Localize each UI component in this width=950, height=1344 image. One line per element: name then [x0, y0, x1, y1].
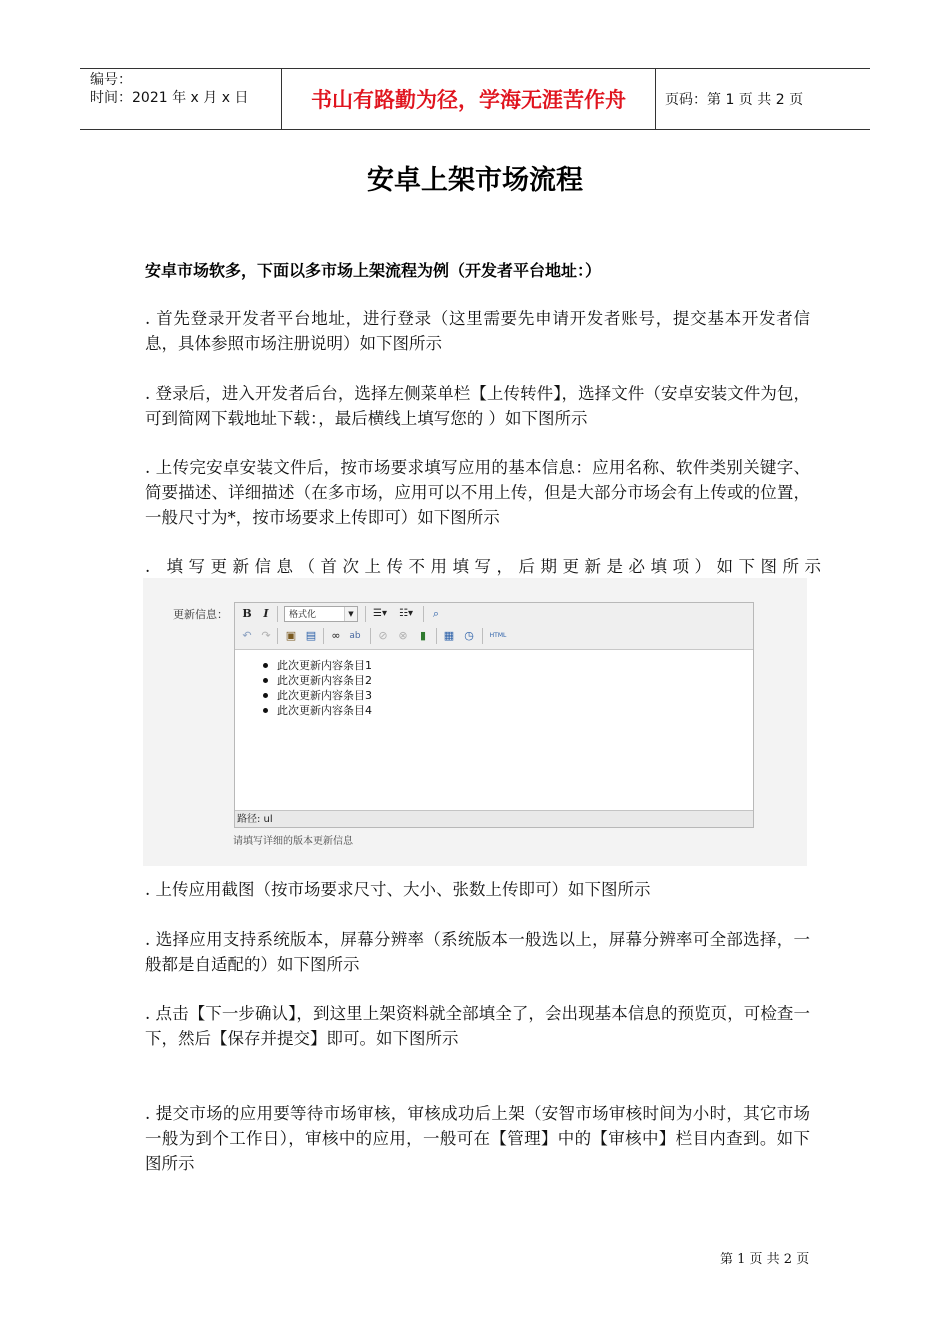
update-info-screenshot: [143, 578, 807, 866]
toolbar-separator: [436, 628, 437, 644]
editor-content[interactable]: [235, 650, 753, 808]
bullet-icon: [263, 678, 268, 683]
format-select-value: 格式化: [289, 610, 317, 620]
chevron-down-icon: ▼: [344, 607, 357, 621]
step-paragraph: . 上传应用截图（按市场要求尺寸、大小、张数上传即可）如下图所示: [145, 880, 651, 899]
update-info-label: 更新信息：: [173, 608, 228, 621]
image-icon[interactable]: ▮: [419, 629, 427, 642]
step-paragraph: . 填写更新信息（首次上传不用填写，后期更新是必填项）如下图所示: [145, 557, 827, 576]
redo-icon[interactable]: ↷: [261, 629, 271, 642]
toolbar-separator: [423, 606, 424, 622]
bullet-list-icon[interactable]: ☰▾: [373, 608, 387, 619]
unlink-icon[interactable]: ⊗: [398, 629, 408, 642]
editor-status-path: 路径: ul: [235, 810, 753, 827]
italic-icon[interactable]: I: [263, 607, 269, 620]
step-paragraph: . 登录后，进入开发者后台，选择左侧菜单栏【上传转件】，选择文件（安卓安装文件为包，可到简网下载地址下载：，最后横线上填写您的 ）如下图所示: [145, 384, 810, 428]
table-icon[interactable]: ▦: [443, 629, 455, 642]
step-paragraph: . 点击【下一步确认】，到这里上架资料就全部填全了，会出现基本信息的预览页，可检查一下，然后【保存并提交】即可。如下图所示: [145, 1004, 810, 1048]
toolbar-separator: [370, 628, 371, 644]
toolbar-separator: [365, 606, 366, 622]
editor-toolbar: [235, 603, 753, 650]
format-select[interactable]: [284, 606, 358, 622]
step-paragraph: . 提交市场的应用要等待市场审核，审核成功后上架（安智市场审核时间为小时，其它市场一般为到个工作日），审核中的应用，一般可在【管理】中的【审核中】栏目内查到。如下图所示: [145, 1104, 810, 1173]
list-item: 此次更新内容条目3: [277, 688, 753, 703]
bold-icon[interactable]: B: [242, 607, 252, 620]
clock-icon[interactable]: ◷: [464, 629, 474, 642]
bullet-icon: [263, 693, 268, 698]
toolbar-separator: [482, 628, 483, 644]
update-info-hint: 请填写详细的版本更新信息: [233, 836, 353, 847]
toolbar-separator: [323, 628, 324, 644]
header-meta: [90, 71, 280, 107]
toolbar-separator: [277, 606, 278, 622]
rich-text-editor: [234, 602, 754, 828]
html-icon[interactable]: HTML: [489, 632, 507, 639]
undo-icon[interactable]: ↶: [242, 629, 252, 642]
step-paragraph: . 首先登录开发者平台地址，进行登录（这里需要先申请开发者账号，提交基本开发者信息，具体参照市场注册说明）如下图所示: [145, 309, 810, 353]
time-label: 时间：2021 年 x 月 x 日: [90, 90, 249, 106]
document-title: 安卓上架市场流程: [367, 165, 583, 196]
bullet-icon: [263, 663, 268, 668]
toolbar-separator: [277, 628, 278, 644]
intro-text: 安卓市场软多，下面以多市场上架流程为例（开发者平台地址：）: [145, 261, 602, 280]
list-item: 此次更新内容条目1: [277, 658, 753, 673]
bullet-icon: [263, 708, 268, 713]
header-motto: 书山有路勤为径，学海无涯苦作舟: [311, 88, 626, 112]
binoculars-icon[interactable]: ∞: [331, 629, 341, 642]
replace-icon[interactable]: ab: [349, 631, 361, 641]
header-divider: [655, 69, 656, 129]
paste-icon[interactable]: ▣: [285, 629, 297, 642]
list-item: 此次更新内容条目2: [277, 673, 753, 688]
update-items-list: [235, 658, 753, 718]
numbered-list-icon[interactable]: ☷▾: [399, 608, 413, 619]
list-item: 此次更新内容条目4: [277, 703, 753, 718]
header-table: [80, 68, 870, 130]
page-footer: 第 1 页 共 2 页: [720, 1252, 810, 1267]
step-paragraph: . 上传完安卓安装文件后，按市场要求填写应用的基本信息：应用名称、软件类别关键字、简要描述、详细描述（在多市场，应用可以不用上传，但是大部分市场会有上传或的位置，一般尺寸为*，按市场要求上传即可）如下图所示: [145, 458, 810, 527]
find-icon[interactable]: ⌕: [432, 607, 440, 620]
paste-word-icon[interactable]: ▤: [305, 629, 317, 642]
link-icon[interactable]: ⊘: [378, 629, 388, 642]
header-page-number: 页码：第 1 页 共 2 页: [665, 92, 804, 108]
step-paragraph: . 选择应用支持系统版本，屏幕分辨率（系统版本一般选以上，屏幕分辨率可全部选择，一般都是自适配的）如下图所示: [145, 930, 810, 974]
number-label: 编号：: [90, 72, 132, 88]
